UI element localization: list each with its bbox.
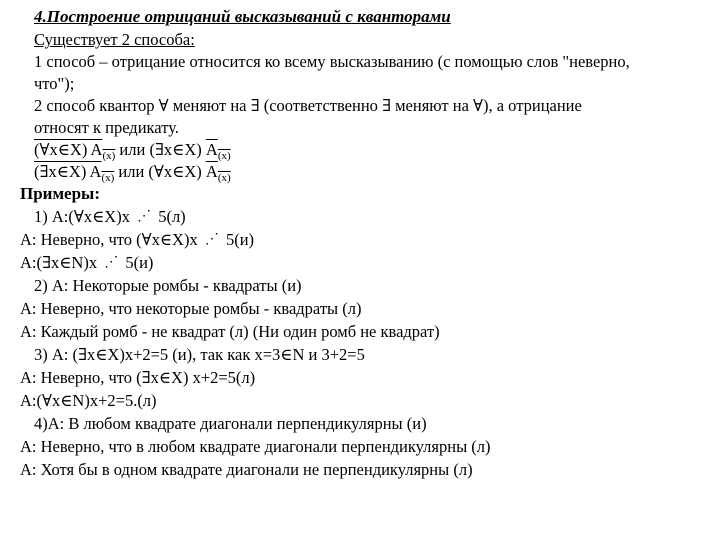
example-4-statement: 4)А: В любом квадрате диагонали перпендикулярны (и)	[34, 414, 427, 433]
formula-1-right: $A_{(x)}$	[205, 140, 231, 162]
way1-line-1: 1 способ – отрицание относится ко всему высказыванию (с помощью слов "неверно,	[34, 52, 630, 71]
divides-icon: ⋰	[137, 209, 152, 224]
divides-icon: ⋰	[204, 232, 219, 247]
example-4-transformed: А: Хотя бы в одном квадрате диагонали не перпендикулярны (л)	[20, 460, 473, 479]
example-1-transformed: А:(∃x∈N)x ⋰ 5(и)	[20, 253, 154, 272]
example-2-transformed: А: Каждый ромб - не квадрат (л) (Ни один ромб не квадрат)	[20, 322, 440, 341]
example-1-negation: А: Неверно, что (∀x∈X)x ⋰ 5(и)	[20, 230, 255, 249]
examples-heading: Примеры:	[20, 184, 100, 203]
example-1-statement: 1) А:(∀x∈X)x ⋰ 5(л)	[34, 207, 186, 226]
way2-line-2: относят к предикату.	[34, 118, 179, 137]
example-4-negation: А: Неверно, что в любом квадрате диагонали перпендикулярны (л)	[20, 437, 491, 456]
example-3-transformed: А:(∀x∈N)x+2=5.(л)	[20, 391, 157, 410]
formula-1-mid: или (∃x∈X)	[115, 140, 206, 159]
formula-1-left: (∀x∈X) $A_{(x)}$	[34, 140, 116, 162]
ways-heading: Существует 2 способа:	[34, 30, 195, 49]
way2-line-1: 2 способ квантор ∀ меняют на ∃ (соответственно ∃ меняют на ∀), а отрицание	[34, 96, 582, 115]
way1-line-2: что");	[34, 74, 75, 93]
formula-2-right: $A_{(x)}$	[205, 162, 231, 184]
formula-2-left: (∃x∈X) $A_{(x)}$	[34, 162, 115, 184]
example-3-negation: А: Неверно, что (∃x∈X) x+2=5(л)	[20, 368, 256, 387]
formula-2-mid: или (∀x∈X)	[114, 162, 206, 181]
example-3-statement: 3) А: (∃x∈X)x+2=5 (и), так как x=3∈N и 3+2=5	[34, 345, 365, 364]
example-2-statement: 2) А: Некоторые ромбы - квадраты (и)	[34, 276, 302, 295]
example-2-negation: А: Неверно, что некоторые ромбы - квадраты (л)	[20, 299, 362, 318]
divides-icon: ⋰	[104, 255, 119, 270]
page-title: 4.Построение отрицаний высказываний с кванторами	[34, 7, 451, 26]
